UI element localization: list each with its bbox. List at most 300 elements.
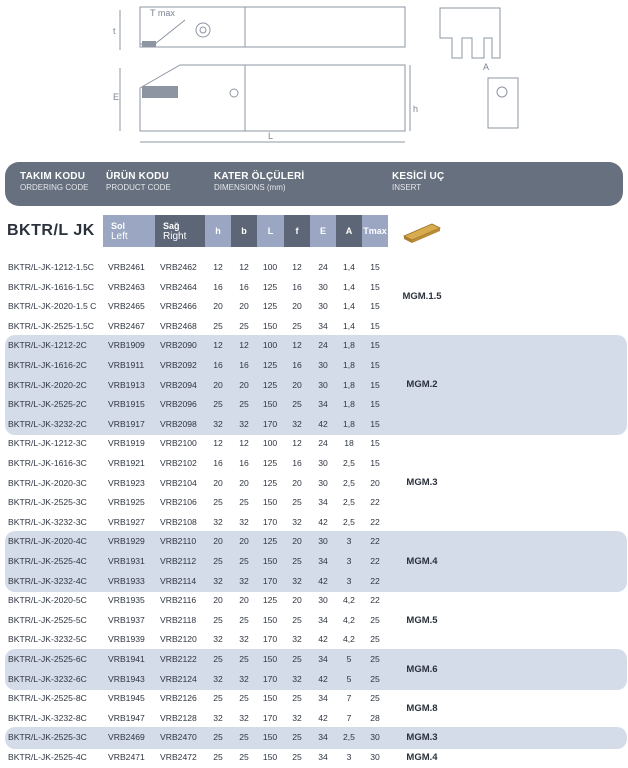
dim-f-cell: 12 bbox=[292, 262, 302, 272]
dim-h-cell: 25 bbox=[213, 732, 223, 743]
dim-Tmax-cell: 15 bbox=[370, 301, 380, 312]
dim-L-cell: 150 bbox=[262, 752, 278, 762]
ordering-code-cell: BKTR/L-JK-1616-1.5C bbox=[8, 281, 94, 292]
series-title: BKTR/L JK bbox=[7, 222, 95, 239]
right-code-cell: VRB2468 bbox=[160, 320, 197, 331]
dim-b-cell: 25 bbox=[239, 399, 249, 410]
table-row bbox=[0, 572, 628, 592]
dim-h-cell: 16 bbox=[213, 281, 223, 292]
dim-f-cell: 32 bbox=[292, 418, 302, 429]
dim-h-cell: 25 bbox=[213, 752, 223, 762]
right-code-cell: VRB2464 bbox=[160, 281, 197, 292]
dim-f-cell: 25 bbox=[292, 399, 302, 410]
table-row bbox=[0, 591, 628, 611]
ordering-code-cell: BKTR/L-JK-3232-6C bbox=[8, 673, 87, 684]
dim-A-cell: 1,4 bbox=[343, 301, 355, 312]
dim-h-cell: 20 bbox=[213, 536, 223, 547]
dimensions-tr: KATER ÖLÇÜLERİ bbox=[214, 171, 305, 182]
dim-E-cell: 30 bbox=[318, 477, 328, 488]
dim-b-cell: 20 bbox=[239, 379, 249, 390]
col-A: A bbox=[336, 215, 362, 247]
dim-L-cell: 125 bbox=[262, 458, 278, 468]
dim-A-cell: 1,8 bbox=[343, 399, 355, 410]
dim-Tmax-cell: 15 bbox=[370, 281, 380, 292]
dim-E-cell: 30 bbox=[318, 281, 328, 292]
right-code-cell: VRB2112 bbox=[160, 556, 197, 566]
dim-b-cell: 32 bbox=[239, 634, 249, 645]
left-code-cell: VRB1909 bbox=[108, 340, 145, 351]
dim-h-cell: 32 bbox=[213, 673, 223, 684]
dim-A-cell: 3 bbox=[346, 536, 352, 547]
table-row bbox=[0, 454, 628, 474]
dim-f-cell: 32 bbox=[292, 634, 302, 645]
ordering-code-cell: BKTR/L-JK-2020-5C bbox=[8, 595, 87, 606]
dim-b-cell: 32 bbox=[239, 418, 249, 429]
right-code-cell: VRB2122 bbox=[160, 654, 197, 664]
dim-b-cell: 25 bbox=[239, 556, 249, 566]
dim-E-cell: 24 bbox=[318, 262, 328, 272]
dim-b-cell: 25 bbox=[239, 320, 249, 331]
dim-A-cell: 1,8 bbox=[343, 340, 355, 351]
dim-E-cell: 42 bbox=[318, 418, 328, 429]
dim-h-cell: 32 bbox=[213, 516, 223, 527]
table-row bbox=[0, 709, 628, 729]
h-label: h bbox=[413, 104, 419, 114]
right-code-cell: VRB2104 bbox=[160, 477, 197, 488]
dim-h-cell: 25 bbox=[213, 654, 223, 664]
dim-L-cell: 100 bbox=[262, 340, 278, 351]
left-code-cell: VRB1931 bbox=[108, 556, 145, 566]
table-row bbox=[0, 650, 628, 670]
dim-E-cell: 30 bbox=[318, 360, 328, 370]
dim-E-cell: 24 bbox=[318, 340, 328, 351]
table-row bbox=[0, 317, 628, 337]
dim-f-cell: 25 bbox=[292, 497, 302, 508]
dim-L-cell: 125 bbox=[262, 360, 278, 370]
dim-A-cell: 4,2 bbox=[343, 595, 355, 606]
insert-image bbox=[402, 222, 442, 244]
dim-Tmax-cell: 15 bbox=[370, 458, 380, 468]
left-code-cell: VRB1921 bbox=[108, 458, 145, 468]
dim-L-cell: 125 bbox=[262, 301, 278, 312]
right-code-cell: VRB2090 bbox=[160, 340, 197, 351]
ordering-code-cell: BKTR/L-JK-3232-4C bbox=[8, 575, 87, 586]
dim-h-cell: 25 bbox=[213, 556, 223, 566]
ordering-code-cell: BKTR/L-JK-1616-3C bbox=[8, 458, 87, 468]
left-code-cell: VRB1911 bbox=[108, 360, 145, 370]
dim-b-cell: 20 bbox=[239, 536, 249, 547]
insert-code: MGM.8 bbox=[406, 702, 438, 714]
ordering-code-cell: BKTR/L-JK-2525-4C bbox=[8, 752, 87, 762]
ordering-code-cell: BKTR/L-JK-1212-1.5C bbox=[8, 262, 94, 272]
dim-h-cell: 32 bbox=[213, 634, 223, 645]
dim-h-cell: 32 bbox=[213, 712, 223, 723]
dim-E-cell: 42 bbox=[318, 516, 328, 527]
table-row bbox=[0, 474, 628, 494]
left-code-cell: VRB1913 bbox=[108, 379, 145, 390]
right-code-cell: VRB2128 bbox=[160, 712, 197, 723]
dim-Tmax-cell: 22 bbox=[370, 556, 380, 566]
left-code-cell: VRB1925 bbox=[108, 497, 145, 508]
table-row bbox=[0, 689, 628, 709]
dim-Tmax-cell: 25 bbox=[370, 673, 380, 684]
table-header-bar bbox=[5, 162, 623, 206]
ordering-code-cell: BKTR/L-JK-2020-4C bbox=[8, 536, 87, 547]
right-code-cell: VRB2470 bbox=[160, 732, 197, 743]
ordering-code-cell: BKTR/L-JK-2525-8C bbox=[8, 693, 87, 704]
col-h: h bbox=[205, 215, 231, 247]
insert-code: MGM.2 bbox=[406, 379, 438, 391]
ordering-code-cell: BKTR/L-JK-2525-3C bbox=[8, 497, 87, 508]
table-row bbox=[0, 513, 628, 533]
table-row bbox=[0, 611, 628, 631]
dim-Tmax-cell: 22 bbox=[370, 536, 380, 547]
dim-E-cell: 42 bbox=[318, 712, 328, 723]
right-code-cell: VRB2118 bbox=[160, 614, 197, 625]
table-row bbox=[0, 376, 628, 396]
dim-E-cell: 34 bbox=[318, 693, 328, 704]
left-code-cell: VRB2463 bbox=[108, 281, 145, 292]
dim-b-cell: 12 bbox=[239, 340, 249, 351]
dim-f-cell: 32 bbox=[292, 516, 302, 527]
table-row bbox=[0, 434, 628, 454]
dim-L-cell: 170 bbox=[262, 673, 278, 684]
dim-A-cell: 1,4 bbox=[343, 281, 355, 292]
a-label: A bbox=[483, 62, 490, 72]
right-code-cell: VRB2120 bbox=[160, 634, 197, 645]
dim-A-cell: 1,8 bbox=[343, 379, 355, 390]
dim-E-cell: 34 bbox=[318, 732, 328, 743]
dim-h-cell: 25 bbox=[213, 399, 223, 410]
dim-Tmax-cell: 20 bbox=[370, 477, 380, 488]
dim-L-cell: 170 bbox=[262, 712, 278, 723]
left-code-cell: VRB2467 bbox=[108, 320, 145, 331]
dim-A-cell: 3 bbox=[346, 575, 352, 586]
dimensions-header bbox=[214, 171, 304, 192]
ordering-code-cell: BKTR/L-JK-2525-4C bbox=[8, 556, 87, 566]
dim-h-cell: 12 bbox=[213, 340, 223, 351]
top-view-insert bbox=[142, 41, 156, 47]
dim-Tmax-cell: 15 bbox=[370, 379, 380, 390]
dim-Tmax-cell: 30 bbox=[370, 732, 380, 743]
dim-b-cell: 20 bbox=[239, 301, 249, 312]
dim-h-cell: 16 bbox=[213, 458, 223, 468]
right-code-cell: VRB2124 bbox=[160, 673, 197, 684]
dim-h-cell: 25 bbox=[213, 497, 223, 508]
right-code-cell: VRB2106 bbox=[160, 497, 197, 508]
dim-A-cell: 4,2 bbox=[343, 614, 355, 625]
dim-A-cell: 1,4 bbox=[343, 320, 355, 331]
dim-L-cell: 170 bbox=[262, 418, 278, 429]
dim-E-cell: 34 bbox=[318, 654, 328, 664]
dim-h-cell: 12 bbox=[213, 438, 223, 449]
left-code-cell: VRB2471 bbox=[108, 752, 145, 762]
left-code-cell: VRB1945 bbox=[108, 693, 145, 704]
ordering-code-cell: BKTR/L-JK-3232-8C bbox=[8, 712, 87, 723]
dim-Tmax-cell: 25 bbox=[370, 693, 380, 704]
table-row bbox=[0, 552, 628, 572]
ordering-code-cell: BKTR/L-JK-2020-1.5 C bbox=[8, 301, 97, 312]
left-code-cell: VRB1937 bbox=[108, 614, 145, 625]
side-view-drawing bbox=[120, 65, 410, 142]
insert-code: MGM.1.5 bbox=[402, 291, 442, 303]
dim-f-cell: 32 bbox=[292, 673, 302, 684]
dim-Tmax-cell: 15 bbox=[370, 262, 380, 272]
technical-drawings bbox=[0, 0, 628, 150]
col-E: E bbox=[310, 215, 336, 247]
left-code-cell: VRB1935 bbox=[108, 595, 145, 606]
ordering-code-cell: BKTR/L-JK-1212-2C bbox=[8, 340, 87, 351]
left-code-cell: VRB1941 bbox=[108, 654, 145, 664]
dim-b-cell: 32 bbox=[239, 712, 249, 723]
dim-h-cell: 25 bbox=[213, 614, 223, 625]
dim-b-cell: 25 bbox=[239, 614, 249, 625]
dim-A-cell: 1,4 bbox=[343, 262, 355, 272]
dim-L-cell: 100 bbox=[262, 262, 278, 272]
dim-E-cell: 30 bbox=[318, 536, 328, 547]
ordering-code-header bbox=[20, 171, 88, 192]
right-code-cell: VRB2098 bbox=[160, 418, 197, 429]
product-code-en: PRODUCT CODE bbox=[106, 183, 171, 192]
dim-Tmax-cell: 15 bbox=[370, 399, 380, 410]
table-row bbox=[0, 748, 628, 768]
dim-f-cell: 16 bbox=[292, 360, 302, 370]
ordering-code-cell: BKTR/L-JK-3232-5C bbox=[8, 634, 87, 645]
e-label: E bbox=[113, 92, 120, 102]
insert-code: MGM.3 bbox=[406, 732, 438, 744]
dim-L-cell: 125 bbox=[262, 281, 278, 292]
insert-code: MGM.4 bbox=[406, 555, 438, 567]
dim-L-cell: 150 bbox=[262, 693, 278, 704]
col-right bbox=[155, 215, 205, 247]
left-code-cell: VRB2469 bbox=[108, 732, 145, 743]
dim-L-cell: 150 bbox=[262, 654, 278, 664]
ordering-code-cell: BKTR/L-JK-2020-2C bbox=[8, 379, 87, 390]
dim-Tmax-cell: 15 bbox=[370, 320, 380, 331]
right-code-cell: VRB2116 bbox=[160, 595, 197, 606]
left-code-cell: VRB1919 bbox=[108, 438, 145, 449]
table-row bbox=[0, 297, 628, 317]
ordering-code-cell: BKTR/L-JK-2525-1.5C bbox=[8, 320, 94, 331]
dim-L-cell: 150 bbox=[262, 732, 278, 743]
dim-Tmax-cell: 22 bbox=[370, 497, 380, 508]
dim-A-cell: 7 bbox=[346, 712, 352, 723]
table-row bbox=[0, 532, 628, 552]
left-code-cell: VRB1917 bbox=[108, 418, 145, 429]
dim-E-cell: 34 bbox=[318, 556, 328, 566]
dim-b-cell: 20 bbox=[239, 595, 249, 606]
left-code-cell: VRB1933 bbox=[108, 575, 145, 586]
right-code-cell: VRB2472 bbox=[160, 752, 197, 762]
dim-f-cell: 32 bbox=[292, 712, 302, 723]
table-row bbox=[0, 670, 628, 690]
dim-Tmax-cell: 25 bbox=[370, 654, 380, 664]
dimensions-en: DIMENSIONS (mm) bbox=[214, 183, 286, 192]
insert-code: MGM.4 bbox=[406, 751, 438, 763]
dim-Tmax-cell: 15 bbox=[370, 340, 380, 351]
right-code-cell: VRB2096 bbox=[160, 399, 197, 410]
dim-f-cell: 20 bbox=[292, 477, 302, 488]
right-code-cell: VRB2092 bbox=[160, 360, 197, 370]
dim-L-cell: 125 bbox=[262, 536, 278, 547]
right-code-cell: VRB2108 bbox=[160, 516, 197, 527]
dim-A-cell: 1,8 bbox=[343, 360, 355, 370]
dim-b-cell: 12 bbox=[239, 262, 249, 272]
right-code-cell: VRB2126 bbox=[160, 693, 197, 704]
ordering-code-cell: BKTR/L-JK-1212-3C bbox=[8, 438, 87, 449]
dim-Tmax-cell: 22 bbox=[370, 595, 380, 606]
insert-header bbox=[392, 171, 444, 192]
dim-E-cell: 42 bbox=[318, 673, 328, 684]
dim-E-cell: 30 bbox=[318, 379, 328, 390]
dim-A-cell: 2,5 bbox=[343, 458, 355, 468]
col-right-tr: Sağ bbox=[163, 220, 180, 231]
dim-E-cell: 30 bbox=[318, 301, 328, 312]
dim-f-cell: 25 bbox=[292, 693, 302, 704]
dim-Tmax-cell: 22 bbox=[370, 516, 380, 527]
left-code-cell: VRB1943 bbox=[108, 673, 145, 684]
dim-h-cell: 12 bbox=[213, 262, 223, 272]
left-code-cell: VRB2465 bbox=[108, 301, 145, 312]
right-code-cell: VRB2110 bbox=[160, 536, 197, 547]
col-L: L bbox=[257, 215, 284, 247]
dim-E-cell: 34 bbox=[318, 320, 328, 331]
table-row bbox=[0, 395, 628, 415]
dim-h-cell: 20 bbox=[213, 595, 223, 606]
dim-h-cell: 20 bbox=[213, 379, 223, 390]
dim-L-cell: 150 bbox=[262, 614, 278, 625]
l-label: L bbox=[268, 131, 274, 141]
dim-L-cell: 100 bbox=[262, 438, 278, 449]
dim-Tmax-cell: 30 bbox=[370, 752, 380, 762]
dim-A-cell: 2,5 bbox=[343, 516, 355, 527]
dim-b-cell: 32 bbox=[239, 575, 249, 586]
dim-Tmax-cell: 25 bbox=[370, 614, 380, 625]
col-right-en: Right bbox=[163, 230, 187, 242]
right-code-cell: VRB2102 bbox=[160, 458, 197, 468]
table-row bbox=[0, 728, 628, 748]
left-code-cell: VRB1923 bbox=[108, 477, 145, 488]
dim-f-cell: 25 bbox=[292, 320, 302, 331]
dim-h-cell: 32 bbox=[213, 418, 223, 429]
dim-h-cell: 32 bbox=[213, 575, 223, 586]
dim-A-cell: 2,5 bbox=[343, 477, 355, 488]
col-Tmax: Tmax bbox=[362, 215, 388, 247]
right-code-cell: VRB2466 bbox=[160, 301, 197, 312]
col-b: b bbox=[231, 215, 257, 247]
dim-Tmax-cell: 28 bbox=[370, 712, 380, 723]
table-row bbox=[0, 258, 628, 278]
dim-f-cell: 12 bbox=[292, 340, 302, 351]
dim-b-cell: 16 bbox=[239, 281, 249, 292]
dim-A-cell: 5 bbox=[346, 654, 352, 664]
dim-b-cell: 20 bbox=[239, 477, 249, 488]
ordering-code-tr: TAKIM KODU bbox=[20, 171, 86, 182]
dim-f-cell: 25 bbox=[292, 556, 302, 566]
left-code-cell: VRB1947 bbox=[108, 712, 145, 723]
dim-h-cell: 16 bbox=[213, 360, 223, 370]
ordering-code-cell: BKTR/L-JK-3232-2C bbox=[8, 418, 87, 429]
dim-A-cell: 3 bbox=[346, 752, 352, 762]
dim-E-cell: 30 bbox=[318, 595, 328, 606]
dim-f-cell: 16 bbox=[292, 458, 302, 468]
dim-A-cell: 1,8 bbox=[343, 418, 355, 429]
dim-f-cell: 32 bbox=[292, 575, 302, 586]
ordering-code-cell: BKTR/L-JK-2525-6C bbox=[8, 654, 87, 664]
dim-E-cell: 42 bbox=[318, 575, 328, 586]
left-code-cell: VRB1929 bbox=[108, 536, 145, 547]
product-code-header bbox=[106, 171, 171, 192]
col-left-tr: Sol bbox=[111, 220, 126, 231]
dim-E-cell: 34 bbox=[318, 614, 328, 625]
dim-h-cell: 25 bbox=[213, 693, 223, 704]
dim-A-cell: 7 bbox=[346, 693, 352, 704]
dim-Tmax-cell: 15 bbox=[370, 360, 380, 370]
col-left-en: Left bbox=[111, 230, 128, 242]
left-code-cell: VRB1927 bbox=[108, 516, 145, 527]
insert-tr: KESİCİ UÇ bbox=[392, 171, 445, 182]
ordering-code-cell: BKTR/L-JK-1616-2C bbox=[8, 360, 87, 370]
dim-Tmax-cell: 25 bbox=[370, 634, 380, 645]
dim-b-cell: 25 bbox=[239, 693, 249, 704]
right-code-cell: VRB2462 bbox=[160, 262, 197, 272]
dim-A-cell: 3 bbox=[346, 556, 352, 566]
dim-L-cell: 170 bbox=[262, 516, 278, 527]
product-code-tr: ÜRÜN KODU bbox=[106, 171, 169, 182]
dim-E-cell: 34 bbox=[318, 752, 328, 762]
dim-L-cell: 150 bbox=[262, 399, 278, 410]
dim-b-cell: 32 bbox=[239, 673, 249, 684]
dim-E-cell: 42 bbox=[318, 634, 328, 645]
ordering-code-en: ORDERING CODE bbox=[20, 183, 89, 192]
dim-Tmax-cell: 22 bbox=[370, 575, 380, 586]
insert-code: MGM.3 bbox=[406, 477, 438, 489]
table-row bbox=[0, 356, 628, 376]
table-row bbox=[0, 630, 628, 650]
dim-b-cell: 12 bbox=[239, 438, 249, 449]
dim-L-cell: 125 bbox=[262, 477, 278, 488]
insert-code: MGM.5 bbox=[406, 614, 438, 626]
t-label: t bbox=[113, 26, 116, 36]
dim-f-cell: 25 bbox=[292, 614, 302, 625]
dim-f-cell: 16 bbox=[292, 281, 302, 292]
dim-E-cell: 30 bbox=[318, 458, 328, 468]
dim-Tmax-cell: 15 bbox=[370, 418, 380, 429]
dim-h-cell: 20 bbox=[213, 477, 223, 488]
dim-f-cell: 25 bbox=[292, 654, 302, 664]
end-view-drawing bbox=[440, 8, 518, 128]
table-row bbox=[0, 278, 628, 298]
dim-h-cell: 25 bbox=[213, 320, 223, 331]
dim-f-cell: 20 bbox=[292, 379, 302, 390]
dim-L-cell: 125 bbox=[262, 379, 278, 390]
left-code-cell: VRB1915 bbox=[108, 399, 145, 410]
insert-en: INSERT bbox=[392, 183, 422, 192]
ordering-code-cell: BKTR/L-JK-3232-3C bbox=[8, 516, 87, 527]
left-code-cell: VRB2461 bbox=[108, 262, 145, 272]
dim-A-cell: 5 bbox=[346, 673, 352, 684]
ordering-code-cell: BKTR/L-JK-2525-2C bbox=[8, 399, 87, 410]
dim-L-cell: 150 bbox=[262, 556, 278, 566]
table-row bbox=[0, 493, 628, 513]
dim-b-cell: 25 bbox=[239, 654, 249, 664]
dim-L-cell: 150 bbox=[262, 320, 278, 331]
dim-A-cell: 2,5 bbox=[343, 497, 355, 508]
side-view-insert bbox=[142, 86, 178, 98]
dim-L-cell: 170 bbox=[262, 575, 278, 586]
dim-f-cell: 20 bbox=[292, 595, 302, 606]
dim-f-cell: 20 bbox=[292, 536, 302, 547]
